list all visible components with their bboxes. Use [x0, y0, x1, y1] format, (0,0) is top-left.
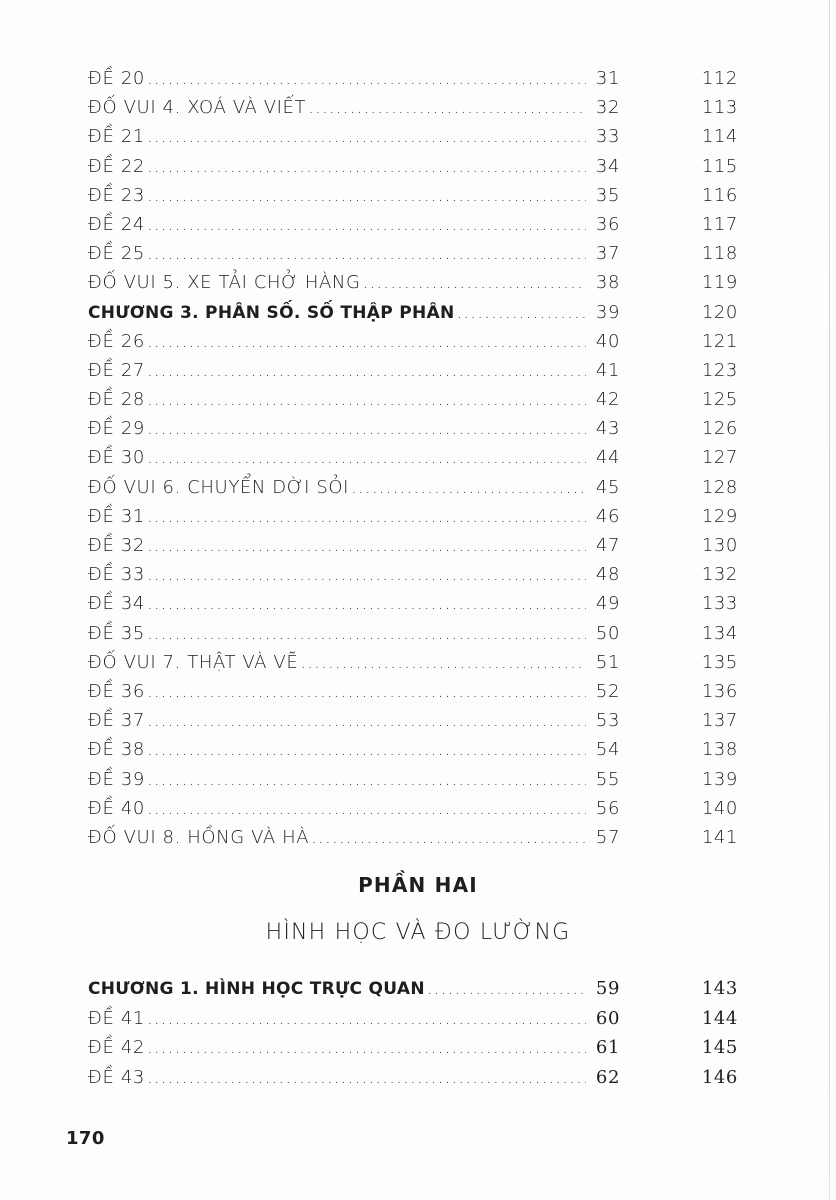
toc-leader-dots: [147, 1067, 586, 1088]
toc-entry-row: [88, 185, 738, 214]
toc-leader-dots: [147, 126, 586, 147]
toc-answer-page-number: 144: [701, 1007, 738, 1029]
toc-entry-row: [88, 623, 738, 652]
toc-entry-row: [88, 389, 738, 418]
toc-page-number: 35: [595, 184, 620, 206]
toc-entry-title: ĐỐ VUI 4. XOÁ VÀ VIẾT: [88, 97, 307, 119]
toc-page-number: 50: [595, 622, 620, 644]
toc-answer-page-number: 146: [701, 1066, 738, 1088]
toc-leader-dots: [427, 978, 586, 999]
toc-entry-row: [88, 827, 738, 856]
toc-page-number: 49: [595, 593, 620, 615]
toc-leader-dots: [147, 185, 586, 206]
toc-page-number: 57: [595, 826, 620, 848]
toc-entry-row: [88, 126, 738, 155]
toc-entry-title: ĐỀ 38: [88, 739, 145, 761]
toc-entry-row: [88, 360, 738, 389]
toc-leader-dots: [147, 593, 586, 614]
toc-entry-row: [88, 739, 738, 768]
toc-entry-title: ĐỀ 22: [88, 155, 145, 177]
toc-leader-dots: [147, 681, 586, 702]
toc-leader-dots: [147, 623, 586, 644]
toc-page-number: 46: [595, 505, 620, 527]
toc-answer-page-number: 114: [701, 126, 738, 148]
toc-answer-page-number: 125: [701, 389, 738, 411]
toc-answer-page-number: 117: [701, 213, 738, 235]
toc-page-number: 45: [595, 476, 620, 498]
toc-entry-row: [88, 1008, 738, 1038]
toc-leader-dots: [147, 1008, 586, 1029]
toc-entry-row: [88, 798, 738, 827]
toc-leader-dots: [147, 389, 586, 410]
toc-answer-page-number: 141: [701, 826, 738, 848]
toc-entry-title: ĐỀ 28: [88, 389, 145, 411]
toc-entry-title: ĐỀ 42: [88, 1037, 145, 1058]
toc-entry-title: ĐỀ 24: [88, 213, 145, 235]
toc-leader-dots: [147, 535, 586, 556]
toc-leader-dots: [456, 302, 586, 323]
toc-answer-page-number: 138: [701, 739, 738, 761]
toc-page-number: 33: [595, 126, 620, 148]
toc-page-number: 48: [595, 564, 620, 586]
toc-entry-row: [88, 97, 738, 126]
toc-page-number: 56: [595, 797, 620, 819]
toc-page-number: 42: [595, 389, 620, 411]
toc-answer-page-number: 145: [701, 1037, 738, 1058]
toc-page-number: 37: [595, 243, 620, 265]
toc-leader-dots: [147, 68, 586, 89]
toc-entry-title: ĐỀ 20: [88, 68, 145, 89]
toc-answer-page-number: 137: [701, 710, 738, 732]
toc-page-number: 61: [595, 1037, 620, 1058]
toc-entry-title: ĐỀ 43: [88, 1066, 145, 1088]
toc-page-number: 38: [595, 272, 620, 294]
toc-entry-title: ĐỀ 41: [88, 1007, 145, 1029]
toc-entry-row: [88, 1067, 738, 1097]
toc-leader-dots: [147, 798, 586, 819]
toc-page-number: 53: [595, 710, 620, 732]
toc-answer-page-number: 123: [701, 359, 738, 381]
toc-leader-dots: [147, 564, 586, 585]
toc-entry-title: ĐỀ 23: [88, 184, 145, 206]
toc-entry-title: ĐỀ 33: [88, 564, 145, 586]
toc-leader-dots: [300, 652, 586, 673]
toc-entry-row: [88, 593, 738, 622]
toc-page-number: 31: [595, 68, 620, 89]
toc-answer-page-number: 139: [701, 768, 738, 790]
toc-leader-dots: [147, 739, 586, 760]
toc-entry-row: [88, 681, 738, 710]
toc-entry-title: CHƯƠNG 3. PHÂN SỐ. SỐ THẬP PHÂN: [88, 302, 455, 323]
toc-entry-title: ĐỐ VUI 6. CHUYỂN DỜI SỎI: [88, 476, 350, 498]
toc-entry-row: [88, 564, 738, 593]
toc-entry-title: CHƯƠNG 1. HÌNH HỌC TRỰC QUAN: [88, 979, 425, 999]
toc-answer-page-number: 112: [701, 68, 738, 89]
toc-leader-dots: [147, 243, 586, 264]
toc-entry-title: ĐỀ 40: [88, 797, 145, 819]
toc-entry-title: ĐỀ 21: [88, 126, 145, 148]
toc-entry-row: [88, 447, 738, 476]
toc-page-number: 44: [595, 447, 620, 469]
toc-page-number: 54: [595, 739, 620, 761]
toc-page-number: 52: [595, 680, 620, 702]
toc-answer-page-number: 127: [701, 447, 738, 469]
toc-entry-row: [88, 535, 738, 564]
toc-entry-title: ĐỀ 35: [88, 622, 145, 644]
toc-leader-dots: [147, 214, 586, 235]
page-number: 170: [66, 1128, 105, 1149]
toc-answer-page-number: 119: [701, 272, 738, 294]
toc-entry-row: [88, 477, 738, 506]
toc-leader-dots: [147, 506, 586, 527]
toc-page-number: 43: [595, 418, 620, 440]
toc-entry-row: [88, 1037, 738, 1067]
toc-answer-page-number: 126: [701, 418, 738, 440]
toc-entry-title: ĐỐ VUI 5. XE TẢI CHỞ HÀNG: [88, 272, 361, 294]
part-subheading: HÌNH HỌC VÀ ĐO LƯỜNG: [265, 920, 571, 945]
toc-answer-page-number: 113: [701, 97, 738, 119]
toc-page-number: 34: [595, 155, 620, 177]
toc-entry-title: ĐỀ 32: [88, 535, 145, 556]
toc-page-number: 32: [595, 97, 620, 119]
toc-answer-page-number: 140: [701, 797, 738, 819]
toc-answer-page-number: 136: [701, 680, 738, 702]
toc-leader-dots: [147, 769, 586, 790]
page-edge-divider: [829, 0, 830, 1200]
toc-entry-title: ĐỀ 36: [88, 680, 145, 702]
toc-answer-page-number: 133: [701, 593, 738, 615]
toc-entry-row: [88, 769, 738, 798]
toc-entry-row: [88, 331, 738, 360]
toc-entry-title: ĐỐ VUI 8. HỒNG VÀ HÀ: [88, 826, 310, 848]
toc-page-number: 40: [595, 330, 620, 352]
toc-entry-title: ĐỀ 34: [88, 593, 145, 615]
toc-entry-row: [88, 68, 738, 97]
toc-answer-page-number: 143: [701, 978, 738, 999]
toc-page-number: 60: [595, 1007, 620, 1029]
toc-answer-page-number: 129: [701, 505, 738, 527]
toc-entry-row: [88, 506, 738, 535]
toc-leader-dots: [147, 1037, 586, 1058]
toc-entry-row: [88, 156, 738, 185]
toc-entry-title: ĐỀ 25: [88, 243, 145, 265]
toc-chapter-row: [88, 978, 738, 1008]
toc-page-number: 55: [595, 768, 620, 790]
toc-page-number: 36: [595, 213, 620, 235]
toc-answer-page-number: 128: [701, 476, 738, 498]
toc-leader-dots: [363, 272, 586, 293]
toc-entry-title: ĐỀ 29: [88, 418, 145, 440]
toc-leader-dots: [147, 360, 586, 381]
toc-entry-row: [88, 214, 738, 243]
toc-answer-page-number: 130: [701, 535, 738, 556]
toc-part2-list: [88, 978, 738, 1096]
toc-page-number: 39: [595, 301, 620, 323]
toc-answer-page-number: 135: [701, 651, 738, 673]
toc-entry-title: ĐỀ 30: [88, 447, 145, 469]
toc-leader-dots: [308, 97, 586, 118]
toc-entry-row: [88, 243, 738, 272]
toc-answer-page-number: 115: [701, 155, 738, 177]
toc-entry-title: ĐỀ 31: [88, 505, 145, 527]
toc-leader-dots: [351, 477, 586, 498]
toc-answer-page-number: 118: [701, 243, 738, 265]
toc-chapter-row: [88, 302, 738, 331]
toc-answer-page-number: 132: [701, 564, 738, 586]
toc-leader-dots: [147, 418, 586, 439]
toc-entry-title: ĐỀ 27: [88, 359, 145, 381]
toc-page-number: 41: [595, 359, 620, 381]
toc-leader-dots: [147, 331, 586, 352]
toc-leader-dots: [311, 827, 586, 848]
toc-entry-row: [88, 710, 738, 739]
toc-leader-dots: [147, 156, 586, 177]
toc-entry-title: ĐỀ 39: [88, 768, 145, 790]
toc-answer-page-number: 134: [701, 622, 738, 644]
toc-page-number: 51: [595, 651, 620, 673]
toc-answer-page-number: 120: [701, 301, 738, 323]
toc-page-number: 62: [595, 1066, 620, 1088]
toc-entry-title: ĐỀ 26: [88, 330, 145, 352]
toc-part1-list: [88, 68, 738, 856]
toc-entry-title: ĐỀ 37: [88, 710, 145, 732]
toc-entry-row: [88, 652, 738, 681]
toc-answer-page-number: 121: [701, 330, 738, 352]
toc-leader-dots: [147, 447, 586, 468]
toc-leader-dots: [147, 710, 586, 731]
toc-entry-row: [88, 418, 738, 447]
toc-entry-title: ĐỐ VUI 7. THẬT VÀ VẼ: [88, 651, 299, 673]
toc-page-number: 59: [595, 978, 620, 999]
toc-answer-page-number: 116: [701, 184, 738, 206]
part-heading: PHẦN HAI: [358, 873, 478, 897]
toc-page-number: 47: [595, 535, 620, 556]
toc-entry-row: [88, 272, 738, 301]
